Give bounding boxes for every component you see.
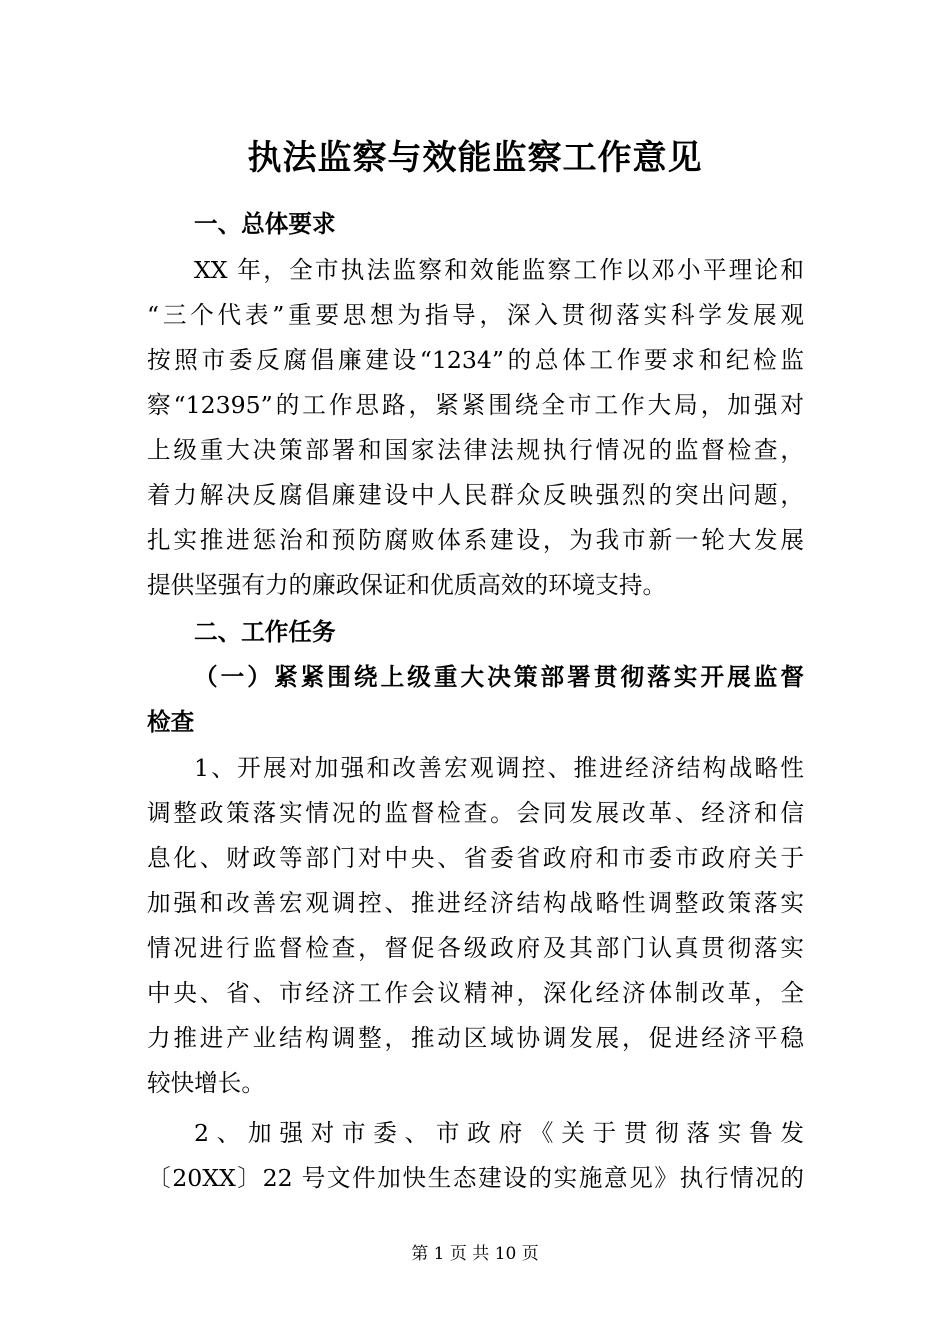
paragraph-line: 2、加强对市委、市政府《关于贯彻落实鲁发 <box>194 1119 804 1147</box>
subsection-heading-line: （一）紧紧围绕上级重大决策部署贯彻落实开展监督 <box>194 663 804 691</box>
section-heading-work-tasks: 二、工作任务 <box>194 618 336 646</box>
paragraph-line: 较快增长。 <box>147 1069 265 1097</box>
page-footer: 第 1 页 共 10 页 <box>411 1244 539 1264</box>
paragraph-line: 〔20XX〕22 号文件加快生态建设的实施意见》执行情况的 <box>147 1164 804 1192</box>
paragraph-line: XX 年，全市执法监察和效能监察工作以邓小平理论和 <box>194 256 804 284</box>
paragraph-line: 力推进产业结构调整，推动区域协调发展，促进经济平稳 <box>147 1024 804 1052</box>
subsection-heading-line: 检查 <box>147 708 195 736</box>
paragraph-line: 上级重大决策部署和国家法律法规执行情况的监督检查， <box>147 436 804 464</box>
section-heading-overall-requirements: 一、总体要求 <box>194 210 336 238</box>
paragraph-line: “三个代表”重要思想为指导，深入贯彻落实科学发展观 <box>147 301 804 329</box>
paragraph-line: 察“12395”的工作思路，紧紧围绕全市工作大局，加强对 <box>147 391 804 419</box>
paragraph-line: 中央、省、市经济工作会议精神，深化经济体制改革，全 <box>147 979 804 1007</box>
paragraph-line: 加强和改善宏观调控、推进经济结构战略性调整政策落实 <box>147 889 804 917</box>
document-title: 执法监察与效能监察工作意见 <box>247 138 703 178</box>
paragraph-line: 息化、财政等部门对中央、省委省政府和市委市政府关于 <box>147 844 804 872</box>
paragraph-line: 扎实推进惩治和预防腐败体系建设，为我市新一轮大发展 <box>147 526 804 554</box>
paragraph-line: 按照市委反腐倡廉建设“1234”的总体工作要求和纪检监 <box>147 346 804 374</box>
paragraph-line: 1、开展对加强和改善宏观调控、推进经济结构战略性 <box>194 754 804 782</box>
paragraph-line: 着力解决反腐倡廉建设中人民群众反映强烈的突出问题， <box>147 481 804 509</box>
paragraph-line: 调整政策落实情况的监督检查。会同发展改革、经济和信 <box>147 799 804 827</box>
paragraph-line: 情况进行监督检查，督促各级政府及其部门认真贯彻落实 <box>147 934 804 962</box>
paragraph-line: 提供坚强有力的廉政保证和优质高效的环境支持。 <box>147 571 667 599</box>
